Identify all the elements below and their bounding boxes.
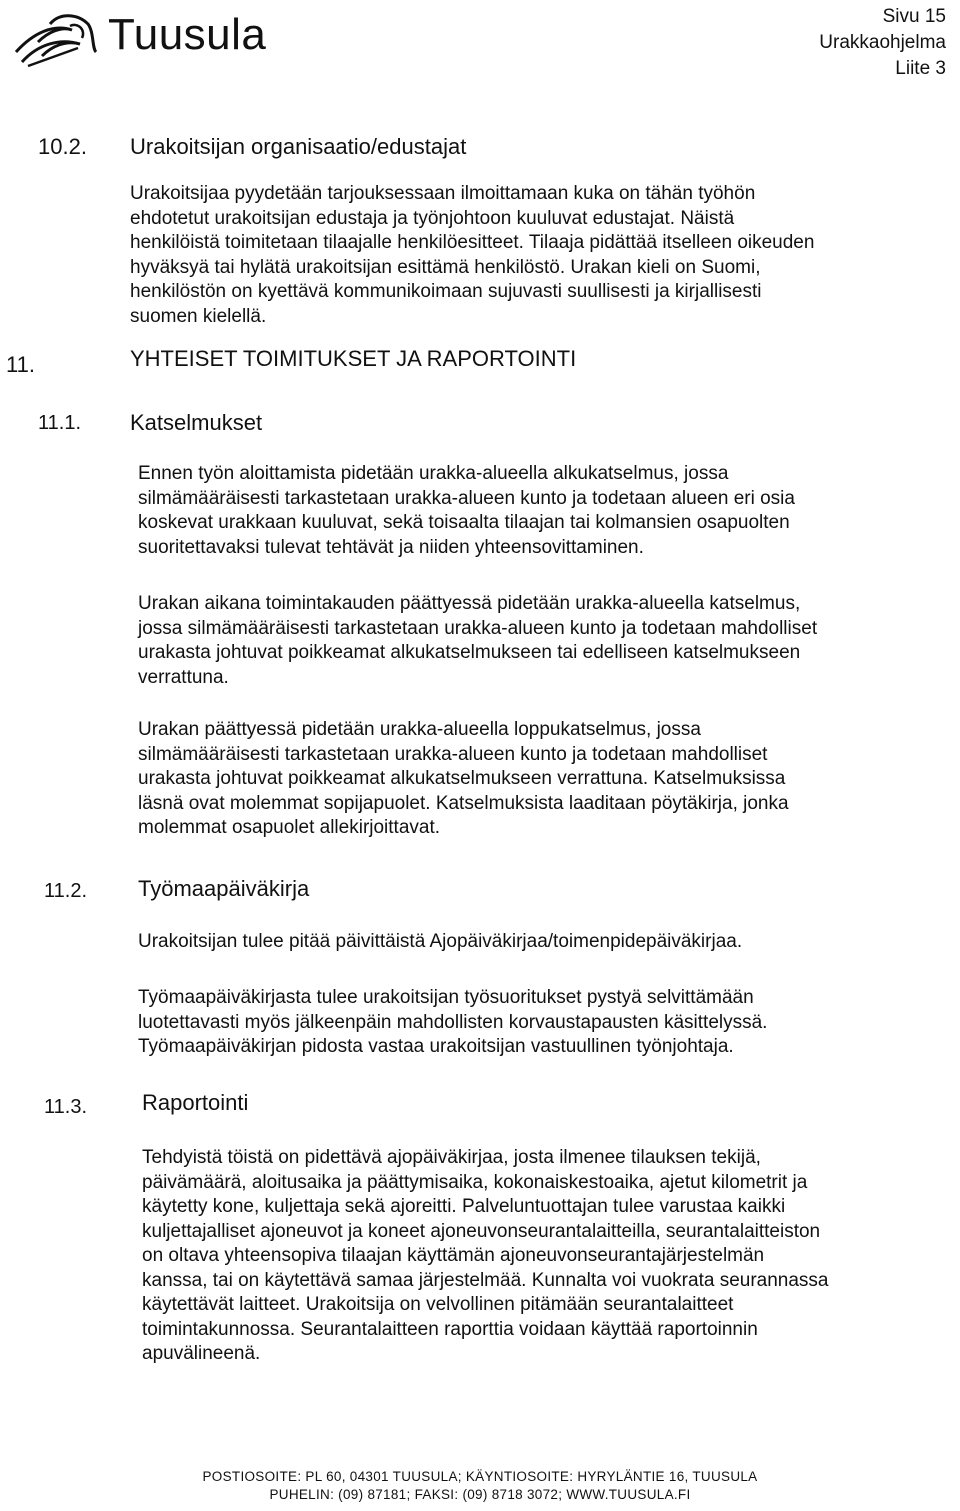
section-10-2-title: Urakoitsijan organisaatio/edustajat: [130, 134, 467, 159]
document-name: Urakkaohjelma: [819, 32, 946, 53]
section-10-2-paragraph: [130, 182, 814, 329]
attachment-label: Liite 3: [895, 58, 946, 79]
section-11-1-paragraph-2: [138, 592, 817, 690]
paragraph-line: kuljettajalliset ajoneuvot ja koneet ajoneuvonseurantalaitteilla, seurantalaitteiston: [142, 1220, 821, 1242]
page-footer: [0, 1468, 960, 1504]
section-11-1-title: Katselmukset: [130, 410, 263, 435]
paragraph-line: silmämääräisesti tarkastetaan urakka-alueen kunto ja todetaan alueen eri osia: [138, 487, 795, 509]
paragraph-line: verrattuna.: [138, 666, 229, 688]
paragraph-line: koskevat urakkaan kuuluvat, sekä toisaalta tilaajan tai kolmansien osapuolten: [138, 512, 790, 533]
page-number: Sivu 15: [882, 6, 946, 27]
paragraph-line: Urakan päättyessä pidetään urakka-alueella loppukatselmus, jossa: [138, 719, 701, 740]
paragraph-line: luotettavasti myös jälkeenpäin mahdollisten korvaustapausten käsittelyssä.: [138, 1011, 768, 1033]
section-11-2-paragraph-1: [138, 930, 742, 955]
paragraph-line: Työmaapäiväkirjasta tulee urakoitsijan työsuoritukset pystyä selvittämään: [138, 987, 754, 1008]
paragraph-line: ehdotetut urakoitsijan edustaja ja työnjohtoon kuuluvat edustajat. Näistä: [130, 207, 735, 229]
paragraph-line: apuvälineenä.: [142, 1343, 261, 1364]
logo-emblem-icon: [8, 8, 108, 70]
paragraph-line: urakasta johtuvat poikkeamat alkukatselmukseen tai edelliseen katselmukseen: [138, 642, 801, 663]
section-11-title: YHTEISET TOIMITUKSET JA RAPORTOINTI: [130, 346, 577, 371]
paragraph-line: on oltava yhteensopiva tilaajan käyttämän ajoneuvonseurantajärjestelmän: [142, 1245, 765, 1266]
footer-contact: PUHELIN: (09) 87181; FAKSI: (09) 8718 3072; WWW.TUUSULA.FI: [269, 1487, 691, 1502]
section-11-2-title: Työmaapäiväkirja: [138, 876, 310, 901]
section-11-2-number: 11.2.: [44, 880, 87, 902]
paragraph-line: Tehdyistä töistä on pidettävä ajopäiväkirjaa, josta ilmenee tilauksen tekijä,: [142, 1147, 761, 1168]
paragraph-line: toimintakunnossa. Seurantalaitteen raporttia voidaan käyttää raportoinnin: [142, 1318, 758, 1340]
paragraph-line: Urakoitsijan tulee pitää päivittäistä Ajopäiväkirjaa/toimenpidepäiväkirjaa.: [138, 931, 743, 952]
paragraph-line: suoritettavaksi tulevat tehtävät ja niiden yhteensovittaminen.: [138, 536, 644, 558]
paragraph-line: käytetty kone, kuljettaja sekä ajoreitti. Palveluntuottajan tulee varustaa kaikki: [142, 1196, 786, 1217]
paragraph-line: jossa silmämääräisesti tarkastetaan urakka-alueen kunto ja todetaan mahdolliset: [138, 617, 818, 639]
paragraph-line: urakasta johtuvat poikkeamat alkukatselmukseen verrattuna. Katselmuksissa: [138, 768, 786, 789]
section-11-3-number: 11.3.: [44, 1096, 87, 1118]
paragraph-line: henkilöstön on kyettävä kommunikoimaan sujuvasti suullisesti ja kirjallisesti: [130, 281, 762, 302]
paragraph-line: kanssa, tai on käytettävä samaa järjestelmää. Kunnalta voi vuokrata seurannassa: [142, 1269, 829, 1291]
paragraph-line: läsnä ovat molemmat sopijapuolet. Katselmuksista laaditaan pöytäkirja, jonka: [138, 792, 789, 814]
paragraph-line: silmämääräisesti tarkastetaan urakka-alueen kunto ja todetaan mahdolliset: [138, 743, 768, 765]
paragraph-line: käytettävät laitteet. Urakoitsija on velvollinen pitämään seurantalaitteet: [142, 1294, 734, 1315]
section-11-3-paragraph: [142, 1146, 829, 1367]
header-meta: [819, 4, 946, 82]
section-11-1-paragraph-3: [138, 718, 789, 841]
section-11-2-paragraph-2: [138, 986, 767, 1060]
paragraph-line: Urakan aikana toimintakauden päättyessä pidetään urakka-alueella katselmus,: [138, 593, 801, 614]
paragraph-line: suomen kielellä.: [130, 305, 267, 327]
paragraph-line: molemmat osapuolet allekirjoittavat.: [138, 817, 441, 838]
paragraph-line: päivämäärä, aloitusaika ja päättymisaika, kokonaiskestoaika, ajetut kilometrit ja: [142, 1171, 808, 1193]
paragraph-line: Ennen työn aloittamista pidetään urakka-alueella alkukatselmus, jossa: [138, 463, 729, 484]
section-11-3-title: Raportointi: [142, 1090, 249, 1115]
section-11-1-number: 11.1.: [38, 412, 81, 434]
paragraph-line: Urakoitsijaa pyydetään tarjouksessaan ilmoittamaan kuka on tähän työhön: [130, 183, 756, 204]
section-11-number: 11.: [6, 352, 35, 377]
paragraph-line: hyväksyä tai hylätä urakoitsijan esittämä henkilöstö. Urakan kieli on Suomi,: [130, 256, 761, 278]
section-10-2-number: 10.2.: [38, 134, 87, 159]
logo-text: Tuusula: [108, 10, 267, 59]
section-11-1-paragraph-1: [138, 462, 795, 560]
municipality-logo: [8, 4, 308, 74]
footer-address: POSTIOSOITE: PL 60, 04301 TUUSULA; KÄYNTIOSOITE: HYRYLÄNTIE 16, TUUSULA: [202, 1469, 758, 1484]
paragraph-line: Työmaapäiväkirjan pidosta vastaa urakoitsijan vastuullinen työnjohtaja.: [138, 1036, 734, 1057]
paragraph-line: henkilöistä toimitetaan tilaajalle henkilöesitteet. Tilaaja pidättää itselleen oikeuden: [130, 232, 815, 253]
